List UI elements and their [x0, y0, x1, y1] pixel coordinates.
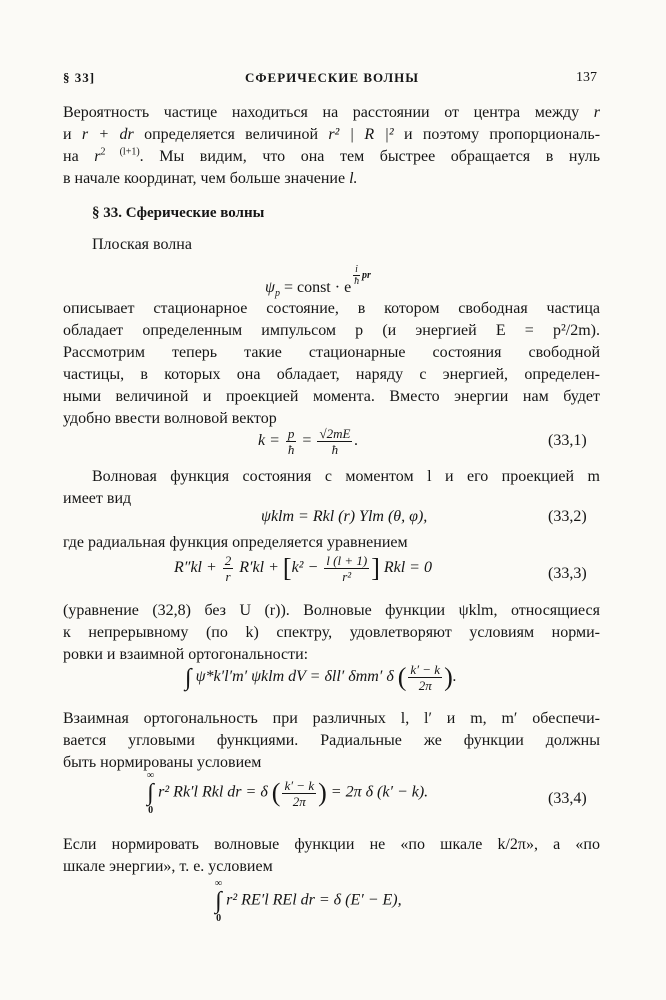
- intro-line-3: на $r^{2 (l+1)}$. Мы видим, что она тем быстрее обращается в нуль: [63, 146, 601, 165]
- equation-number-33-1: (33,1): [548, 432, 587, 449]
- running-title: СФЕРИЧЕСКИЕ ВОЛНЫ: [245, 70, 420, 85]
- para2-line: ными величиной и проекцией момента. Вместо энергии нам будет: [63, 388, 600, 405]
- para2-line: Рассмотрим теперь такие стационарные состояния свободной: [63, 344, 600, 361]
- para2-line: удобно ввести волновой вектор: [63, 410, 277, 427]
- equation-33-1: k = $\frac{p}{ħ}$ = $\frac{√2mE}{ħ}$ .: [258, 426, 359, 457]
- equation-number-33-2: (33,2): [548, 508, 587, 525]
- equation-energy-normalization: ∞ ∫ 0 r² RE′l REl dr = δ (E′ − E),: [215, 878, 402, 924]
- intro-line-4: в начале координат, чем больше значение l.: [63, 170, 358, 187]
- section-marker: § 33]: [63, 70, 96, 85]
- paragraph-wave-function: [63, 466, 600, 510]
- paragraph-radial: [63, 532, 600, 554]
- para5-line: ровки и взаимной ортогональности:: [63, 646, 309, 663]
- equation-plane-wave: $\psi_p$ = const · e $^{\frac{i}{ħ} pr}$: [265, 264, 371, 299]
- equation-33-4: ∞ ∫ 0 r² Rk′l Rkl dr = δ ( $\frac{k' - k}{2\pi}$ ) = 2π δ (k′ − k).: [147, 770, 429, 816]
- para3-line: имеет вид: [63, 490, 132, 507]
- para5-line: (уравнение (32,8) без U (r)). Волновые функции ψklm, относящиеся: [63, 602, 600, 619]
- paragraph-stationary-states: [63, 298, 600, 430]
- equation-33-3: R″kl + $\frac{2}{r}$ R′kl + [k² − $\frac{l (l + 1)}{\text{r²}}$ ] Rkl = 0: [174, 553, 432, 584]
- para6-line: вается угловыми функциями. Радиальные же функции должны: [63, 732, 600, 749]
- paragraph-continuous-spectrum: [63, 600, 600, 666]
- page-number: 137: [576, 70, 597, 85]
- equation-33-2: ψklm = Rkl (r) Ylm (θ, φ),: [261, 508, 428, 525]
- plane-wave-label: Плоская волна: [92, 236, 192, 253]
- para6-line: быть нормированы условием: [63, 754, 262, 771]
- para3-line: Волновая функция состояния с моментом l и его проекцией m: [92, 468, 600, 485]
- para5-line: к непрерывному (по k) спектру, удовлетворяют условиям норми-: [63, 624, 600, 641]
- paragraph-energy-scale: [63, 834, 600, 878]
- para6-line: Взаимная ортогональность при различных l, l′ и m, m′ обеспечи-: [63, 710, 600, 727]
- section-heading: § 33. Сферические волны: [92, 205, 265, 221]
- equation-number-33-4: (33,4): [548, 790, 587, 807]
- paragraph-angular: [63, 708, 600, 774]
- para2-line: обладает определенным импульсом p (и энергией E = p²/2m).: [63, 322, 600, 339]
- para2-line: описывает стационарное состояние, в котором свободная частица: [63, 300, 600, 317]
- para7-line: шкале энергии», т. е. условием: [63, 858, 273, 875]
- equation-orthogonality: ∫ ψ*k′l′m′ ψklm dV = δll′ δmm′ δ ( $\frac{k' - k}{2\pi}$ ).: [185, 662, 457, 693]
- equation-number-33-3: (33,3): [548, 565, 587, 582]
- intro-paragraph: [63, 102, 600, 190]
- para7-line: Если нормировать волновые функции не «по шкале k/2π», а «по: [63, 836, 600, 853]
- intro-line-1: Вероятность частице находиться на расстоянии от центра между r: [63, 104, 600, 121]
- para4-line: где радиальная функция определяется уравнением: [63, 534, 408, 551]
- intro-line-2: и r + dr определяется величиной r² | R |² и поэтому пропорциональ-: [63, 126, 601, 143]
- para2-line: частицы, в которых она обладает, наряду с энергией, определен-: [63, 366, 600, 383]
